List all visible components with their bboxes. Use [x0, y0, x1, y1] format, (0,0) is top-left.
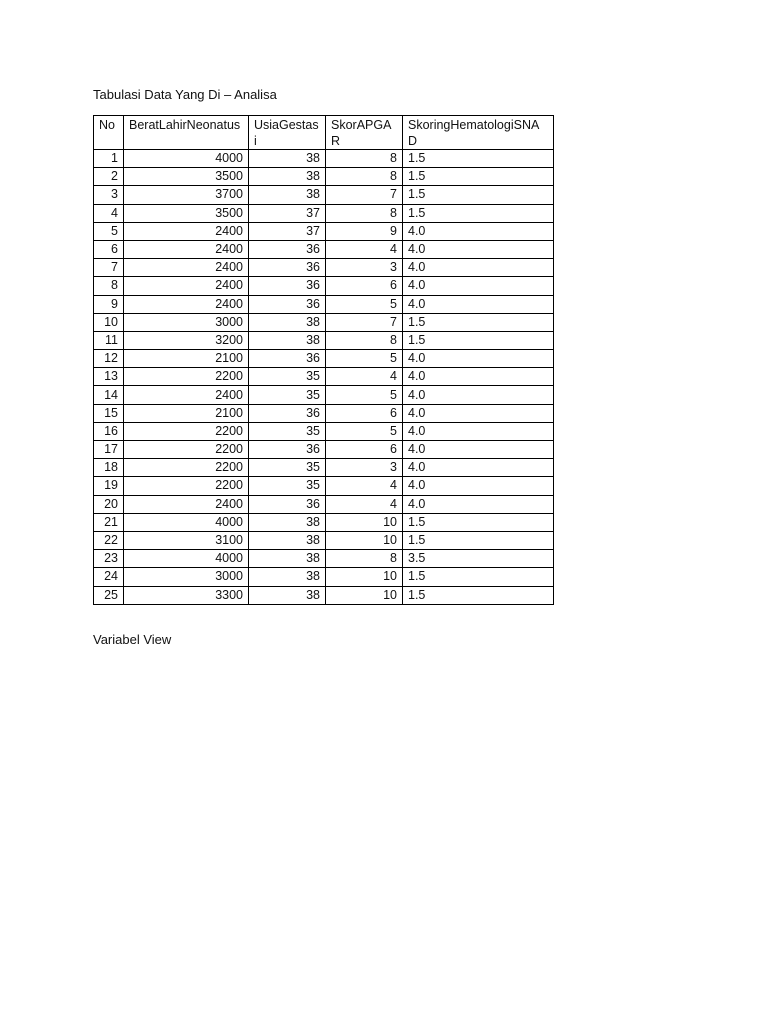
table-row	[94, 222, 554, 240]
data-table	[93, 115, 554, 605]
cell-skoring-hematologi-snad: 1.5	[403, 531, 554, 549]
cell-skor-apgar: 6	[326, 441, 403, 459]
cell-usia-gestasi: 36	[249, 240, 326, 258]
cell-no: 17	[94, 441, 124, 459]
cell-skoring-hematologi-snad: 4.0	[403, 422, 554, 440]
cell-usia-gestasi: 38	[249, 168, 326, 186]
table-row	[94, 259, 554, 277]
cell-skoring-hematologi-snad: 1.5	[403, 186, 554, 204]
cell-skor-apgar: 7	[326, 313, 403, 331]
table-row	[94, 350, 554, 368]
cell-no: 25	[94, 586, 124, 604]
page-title: Tabulasi Data Yang Di – Analisa	[93, 87, 277, 102]
cell-berat-lahir-neonatus: 2100	[124, 350, 249, 368]
cell-berat-lahir-neonatus: 2200	[124, 422, 249, 440]
cell-skoring-hematologi-snad: 1.5	[403, 513, 554, 531]
table-row	[94, 550, 554, 568]
cell-no: 6	[94, 240, 124, 258]
table-row	[94, 459, 554, 477]
cell-no: 14	[94, 386, 124, 404]
cell-usia-gestasi: 38	[249, 186, 326, 204]
cell-skoring-hematologi-snad: 1.5	[403, 331, 554, 349]
table-row	[94, 204, 554, 222]
cell-no: 7	[94, 259, 124, 277]
column-header-no: No	[94, 116, 124, 150]
cell-berat-lahir-neonatus: 2200	[124, 441, 249, 459]
column-header-usia-gestasi: UsiaGestasi	[249, 116, 326, 150]
cell-usia-gestasi: 38	[249, 331, 326, 349]
cell-usia-gestasi: 36	[249, 277, 326, 295]
table-row	[94, 313, 554, 331]
cell-skoring-hematologi-snad: 1.5	[403, 168, 554, 186]
cell-skor-apgar: 5	[326, 295, 403, 313]
table-header-row	[94, 116, 554, 150]
cell-skoring-hematologi-snad: 1.5	[403, 568, 554, 586]
cell-no: 24	[94, 568, 124, 586]
cell-usia-gestasi: 35	[249, 422, 326, 440]
cell-skor-apgar: 8	[326, 150, 403, 168]
cell-usia-gestasi: 36	[249, 295, 326, 313]
cell-berat-lahir-neonatus: 3000	[124, 313, 249, 331]
table-row	[94, 586, 554, 604]
cell-usia-gestasi: 38	[249, 568, 326, 586]
cell-usia-gestasi: 36	[249, 441, 326, 459]
section-label-variabel-view: Variabel View	[93, 632, 172, 647]
cell-skoring-hematologi-snad: 4.0	[403, 277, 554, 295]
cell-berat-lahir-neonatus: 2200	[124, 459, 249, 477]
cell-no: 8	[94, 277, 124, 295]
cell-berat-lahir-neonatus: 3300	[124, 586, 249, 604]
cell-no: 9	[94, 295, 124, 313]
cell-skor-apgar: 10	[326, 513, 403, 531]
cell-no: 5	[94, 222, 124, 240]
cell-skor-apgar: 4	[326, 368, 403, 386]
cell-skor-apgar: 3	[326, 459, 403, 477]
cell-skoring-hematologi-snad: 4.0	[403, 259, 554, 277]
cell-berat-lahir-neonatus: 3200	[124, 331, 249, 349]
table-row	[94, 331, 554, 349]
cell-skoring-hematologi-snad: 4.0	[403, 459, 554, 477]
cell-no: 21	[94, 513, 124, 531]
table-row	[94, 531, 554, 549]
cell-berat-lahir-neonatus: 2400	[124, 295, 249, 313]
cell-skor-apgar: 10	[326, 568, 403, 586]
cell-skor-apgar: 8	[326, 331, 403, 349]
cell-skoring-hematologi-snad: 4.0	[403, 495, 554, 513]
cell-skor-apgar: 4	[326, 495, 403, 513]
column-header-skoring-hematologi-snad: SkoringHematologiSNAD	[403, 116, 554, 150]
cell-skor-apgar: 8	[326, 550, 403, 568]
cell-no: 23	[94, 550, 124, 568]
cell-skor-apgar: 10	[326, 586, 403, 604]
cell-berat-lahir-neonatus: 4000	[124, 150, 249, 168]
cell-usia-gestasi: 37	[249, 204, 326, 222]
table-body	[94, 150, 554, 605]
cell-no: 15	[94, 404, 124, 422]
cell-skoring-hematologi-snad: 1.5	[403, 204, 554, 222]
cell-no: 20	[94, 495, 124, 513]
table-row	[94, 513, 554, 531]
table-row	[94, 368, 554, 386]
cell-skoring-hematologi-snad: 4.0	[403, 240, 554, 258]
cell-usia-gestasi: 35	[249, 368, 326, 386]
cell-skoring-hematologi-snad: 4.0	[403, 404, 554, 422]
cell-berat-lahir-neonatus: 2200	[124, 477, 249, 495]
cell-berat-lahir-neonatus: 2400	[124, 259, 249, 277]
cell-berat-lahir-neonatus: 3500	[124, 204, 249, 222]
cell-skor-apgar: 5	[326, 386, 403, 404]
cell-usia-gestasi: 38	[249, 513, 326, 531]
cell-usia-gestasi: 36	[249, 404, 326, 422]
table-row	[94, 477, 554, 495]
column-header-berat-lahir-neonatus: BeratLahirNeonatus	[124, 116, 249, 150]
cell-berat-lahir-neonatus: 4000	[124, 550, 249, 568]
cell-skor-apgar: 4	[326, 240, 403, 258]
cell-skoring-hematologi-snad: 3.5	[403, 550, 554, 568]
cell-berat-lahir-neonatus: 2400	[124, 240, 249, 258]
cell-no: 3	[94, 186, 124, 204]
table-row	[94, 277, 554, 295]
cell-no: 19	[94, 477, 124, 495]
cell-skor-apgar: 8	[326, 168, 403, 186]
cell-skoring-hematologi-snad: 1.5	[403, 586, 554, 604]
cell-usia-gestasi: 36	[249, 495, 326, 513]
cell-berat-lahir-neonatus: 3000	[124, 568, 249, 586]
cell-no: 2	[94, 168, 124, 186]
cell-usia-gestasi: 36	[249, 350, 326, 368]
cell-skor-apgar: 9	[326, 222, 403, 240]
cell-no: 12	[94, 350, 124, 368]
cell-skoring-hematologi-snad: 4.0	[403, 477, 554, 495]
cell-berat-lahir-neonatus: 2400	[124, 222, 249, 240]
cell-skoring-hematologi-snad: 1.5	[403, 150, 554, 168]
cell-skor-apgar: 5	[326, 350, 403, 368]
cell-no: 22	[94, 531, 124, 549]
table-row	[94, 404, 554, 422]
cell-skor-apgar: 4	[326, 477, 403, 495]
cell-skoring-hematologi-snad: 4.0	[403, 350, 554, 368]
table-row	[94, 186, 554, 204]
cell-no: 11	[94, 331, 124, 349]
cell-berat-lahir-neonatus: 2200	[124, 368, 249, 386]
cell-usia-gestasi: 37	[249, 222, 326, 240]
cell-skoring-hematologi-snad: 4.0	[403, 295, 554, 313]
cell-skor-apgar: 6	[326, 404, 403, 422]
cell-no: 16	[94, 422, 124, 440]
cell-skor-apgar: 7	[326, 186, 403, 204]
table-row	[94, 441, 554, 459]
table-row	[94, 422, 554, 440]
cell-skoring-hematologi-snad: 4.0	[403, 222, 554, 240]
cell-skoring-hematologi-snad: 4.0	[403, 441, 554, 459]
cell-skoring-hematologi-snad: 4.0	[403, 386, 554, 404]
cell-usia-gestasi: 38	[249, 150, 326, 168]
cell-berat-lahir-neonatus: 2400	[124, 386, 249, 404]
table-row	[94, 568, 554, 586]
table-row	[94, 495, 554, 513]
cell-berat-lahir-neonatus: 4000	[124, 513, 249, 531]
table-row	[94, 168, 554, 186]
cell-skor-apgar: 10	[326, 531, 403, 549]
cell-skor-apgar: 5	[326, 422, 403, 440]
cell-usia-gestasi: 38	[249, 586, 326, 604]
cell-no: 1	[94, 150, 124, 168]
cell-no: 13	[94, 368, 124, 386]
column-header-skor-apgar: SkorAPGAR	[326, 116, 403, 150]
cell-berat-lahir-neonatus: 3500	[124, 168, 249, 186]
cell-berat-lahir-neonatus: 3100	[124, 531, 249, 549]
cell-berat-lahir-neonatus: 2400	[124, 277, 249, 295]
table-row	[94, 150, 554, 168]
table-row	[94, 386, 554, 404]
cell-berat-lahir-neonatus: 2400	[124, 495, 249, 513]
cell-skoring-hematologi-snad: 4.0	[403, 368, 554, 386]
cell-usia-gestasi: 38	[249, 531, 326, 549]
cell-no: 18	[94, 459, 124, 477]
cell-berat-lahir-neonatus: 3700	[124, 186, 249, 204]
cell-usia-gestasi: 38	[249, 550, 326, 568]
cell-usia-gestasi: 35	[249, 459, 326, 477]
cell-skor-apgar: 8	[326, 204, 403, 222]
cell-usia-gestasi: 38	[249, 313, 326, 331]
table-row	[94, 295, 554, 313]
cell-skor-apgar: 3	[326, 259, 403, 277]
cell-skor-apgar: 6	[326, 277, 403, 295]
cell-usia-gestasi: 35	[249, 386, 326, 404]
table-row	[94, 240, 554, 258]
cell-skoring-hematologi-snad: 1.5	[403, 313, 554, 331]
cell-usia-gestasi: 36	[249, 259, 326, 277]
cell-berat-lahir-neonatus: 2100	[124, 404, 249, 422]
cell-no: 4	[94, 204, 124, 222]
cell-no: 10	[94, 313, 124, 331]
cell-usia-gestasi: 35	[249, 477, 326, 495]
